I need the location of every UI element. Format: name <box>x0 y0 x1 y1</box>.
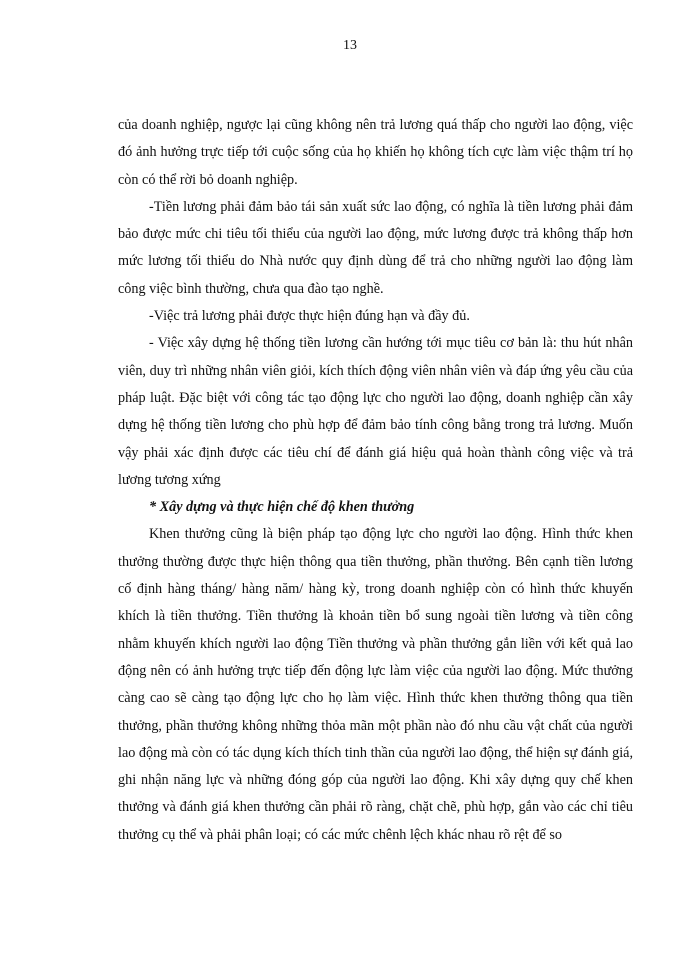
paragraph-wage-reproduction: -Tiền lương phải đảm bảo tái sản xuất sức lao động, có nghĩa là tiền lương phải đảm bảo được mức chi tiêu tối thiểu của người lao động, mức lương được trả không thấp hơn mức lương tối thiểu do Nhà nước quy định dùng để trả cho những người lao động làm công việc bình thường, chưa qua đào tạo nghề. <box>118 198 633 297</box>
paragraph-reward: Khen thưởng cũng là biện pháp tạo động lực cho người lao động. Hình thức khen thưởng thường được thực hiện thông qua tiền thưởng, phần thưởng. Bên cạnh tiền lương cố định hàng tháng/ hàng năm/ hàng kỳ, trong doanh nghiệp còn có hình thức khuyến khích là tiền thưởng. Tiền thưởng là khoản tiền bổ sung ngoài tiền lương và tiền công nhằm khuyến khích người lao động Tiền thưởng và phần thưởng gắn liền với kết quả lao động nên có ảnh hưởng trực tiếp đến động lực làm việc của người lao động. Mức thưởng càng cao sẽ càng tạo động lực cho họ làm việc. Hình thức khen thưởng thông qua tiền thưởng, phần thưởng không những thỏa mãn một phần nào đó nhu cầu vật chất của người lao động mà còn có tác dụng kích thích tinh thần của người lao động, thể hiện sự đánh giá, ghi nhận năng lực và những đóng góp của người lao động. Khi xây dựng quy chế khen thưởng và đánh giá khen thưởng cần phải rõ ràng, chặt chẽ, phù hợp, gắn vào các chỉ tiêu thưởng cụ thể và phải phân loại; có các mức chênh lệch khác nhau rõ rệt để so <box>118 526 633 843</box>
page-number: 13 <box>343 38 357 53</box>
paragraph-continuation: của doanh nghiệp, ngược lại cũng không nên trả lương quá thấp cho người lao động, việc đó ảnh hưởng trực tiếp tới cuộc sống của họ khiến họ không tích cực làm việc thậm trí họ còn có thể rời bỏ doanh nghiệp. <box>118 117 633 188</box>
page-content <box>118 112 633 849</box>
paragraph-timely-payment: -Việc trả lương phải được thực hiện đúng hạn và đầy đủ. <box>149 308 470 325</box>
section-heading-reward: * Xây dựng và thực hiện chế độ khen thưởng <box>149 499 415 516</box>
paragraph-wage-system: - Việc xây dựng hệ thống tiền lương cần hướng tới mục tiêu cơ bản là: thu hút nhân viên, duy trì những nhân viên giỏi, kích thích động viên nhân viên và đáp ứng yêu cầu của pháp luật. Đặc biệt với công tác tạo động lực cho người lao động, doanh nghiệp cần xây dựng hệ thống tiền lương cho phù hợp để đảm bảo tính công bằng trong trả lương. Muốn vậy phải xác định được các tiêu chí để đánh giá hiệu quả hoàn thành công việc và trả lương tương xứng <box>118 335 633 488</box>
